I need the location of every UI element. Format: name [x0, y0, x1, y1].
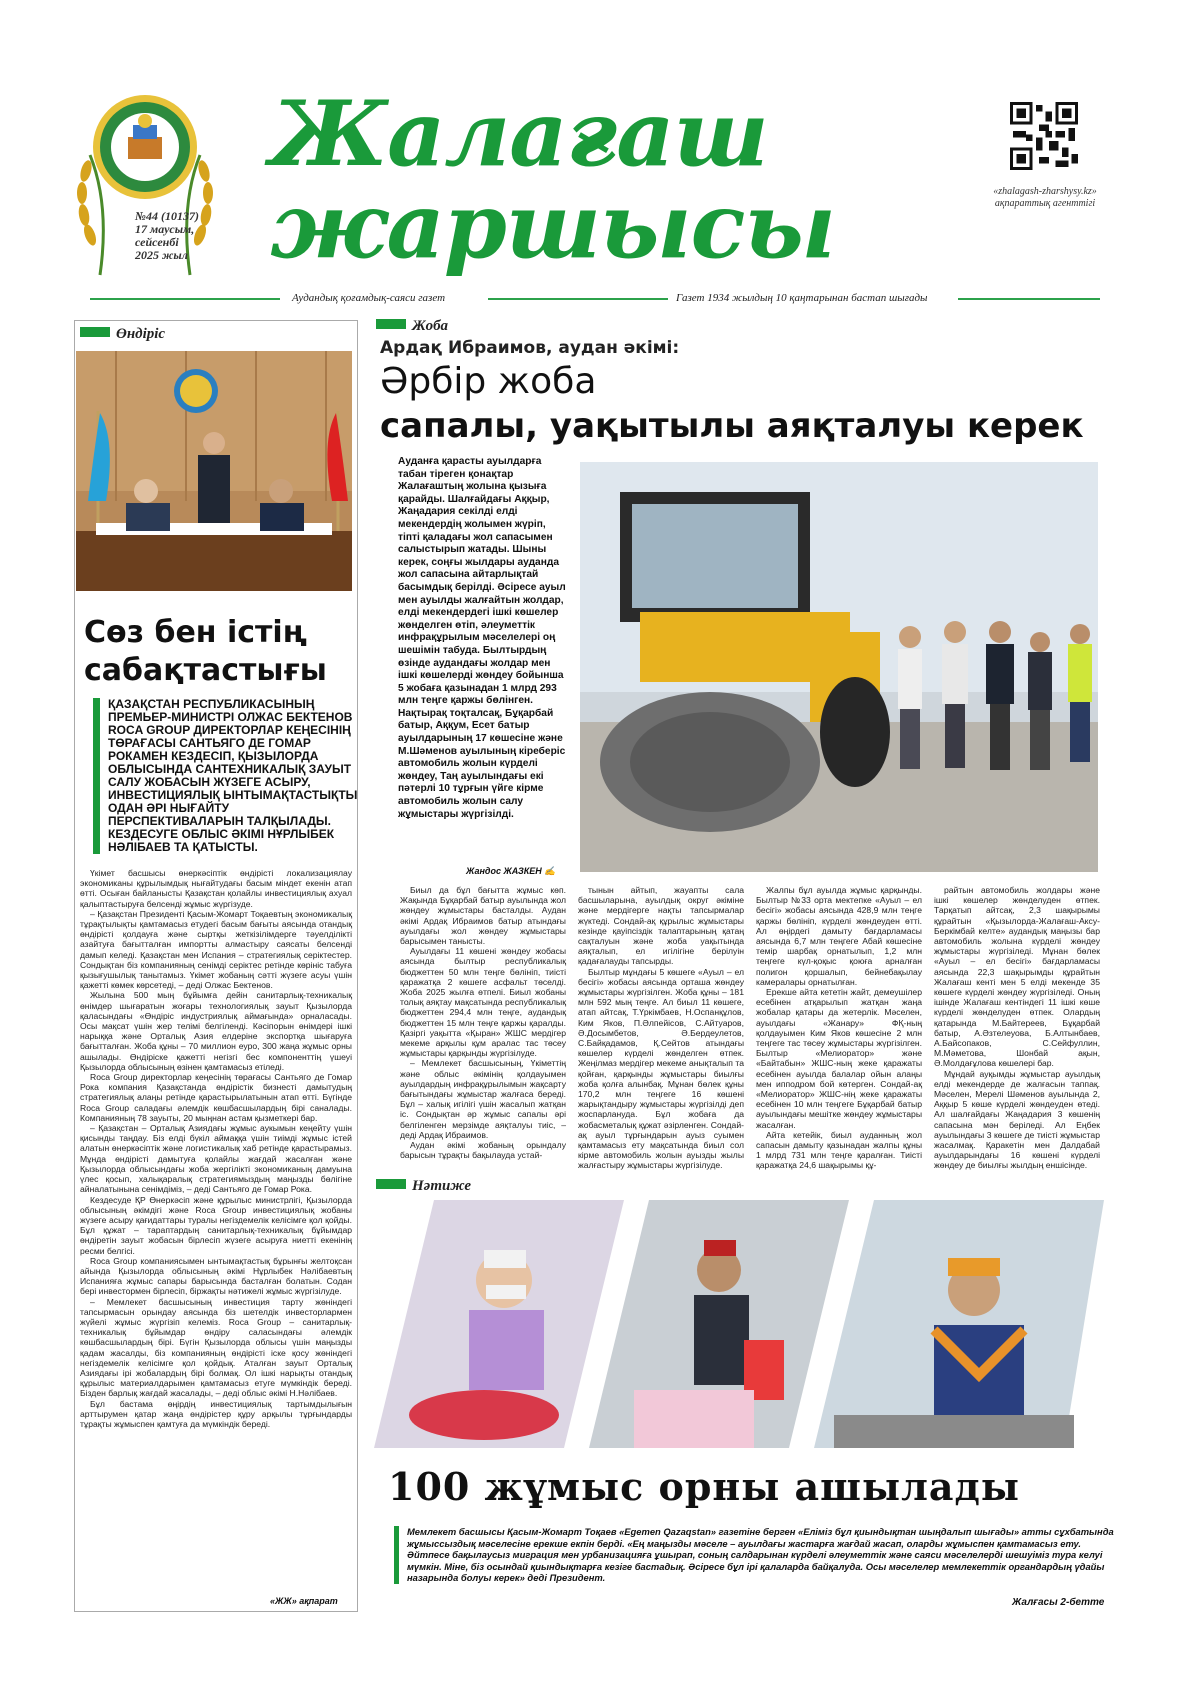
paragraph: – Мемлекет басшысының инвестиция тарту жөніндегі тапсырмасын орындау аясында біз шетелдік инвесторлармен жүйелі жұмыс жүргізіп келеміз. Roca Group – санитарлық-техникалық бұйымдар өндіру саласындағы әлемдік көшбасшылардың бірі. Бүгін Қызылорда облысы үшін маңызды қадам жасалды, біз компанияның өндірісті іске қосу жөніндегі негіздемелік келісімге қол қойдық. Аталған зауыт Орталық Азиядағы ірі жобалардың бірі болмақ. Ол ішкі нарықты отандық құрылыс материалдарымен қамтамасыз етуге мүмкіндік береді. Бізден барлық жағдай жасалады, – деді облыс әкімі Н.Нәлібаев. — [80, 1296, 352, 1399]
text-column — [934, 885, 1100, 1171]
paragraph: Жылына 500 мың бұйымға дейін санитарлық-техникалық өнімдер шығаратын жоғары технологиялық зауыт Қызылорда қаласындағы «Өндіріс индустриялық аймағында» орналасады. Осы мақсат үшін жер телімі белгіленді. Кәсіпорын өнімдері ішкі нарыққа және Орталық Азия елдеріне экспортқа шығаруға бағытталған. Жоба құны – 70 миллион еуро, 300 жаңа жұмыс орны ашылады. Өндіріске қажетті негізгі бес компоненттің үшеуі Қызылорда облысының өзінен қамтамасыз етіледі. — [80, 990, 352, 1072]
issue-weekday: сейсенбі — [135, 235, 179, 249]
paragraph: тынын айтып, жауапты сала басшыларына, ауылдық округ әкіміне және мердігерге нақты тапсырмалар жүктеді. Сондай-ақ құрылыс жұмыстары кезінде қауіпсіздік талаптарының қатаң сақталуын және жоба уақытында аяқталып, ел игілігіне берілуін қадағалауды тапсырды. — [578, 885, 744, 967]
masthead-rule-right — [958, 298, 1100, 300]
main-lead: Ауданға қарасты ауылдарға табан тіреген қонақтар Жалағаштың жолына қызыға қарайды. Шалғайдағы Аққыр, Жаңадария секілді елді мекендердің жолымен жүріп, тіпті қаладағы жол сапасымен салыстырып жатады. Шыны керек, соңғы жылдары ауданда жол сапасына айтарлықтай басымдық берілді. Әсіресе ауыл мен ауылды жалғайтын жолдар, елді мекендердегі ішкі көшелер жөнделген өтіп, әлеуметтік инфрақұрылым мәселелері оң шешімін табуда. Былтырдың өзінде аудандағы жолдар мен ішкі көшелерді жөндеу бойынша 5 жобаға қазынадан 1 млрд 293 млн теңге қаржы бөлінген. Нақтырақ тоқталсақ, Бұқарбай батыр, Аққум, Есет батыр ауылдарының 17 көшесіне және М.Шәменов ауылының кіреберіс автомобиль жолын күрделі жөндеу, Таң ауылындағы екі пәтерлі 10 тұрғын үйге кірме автомобиль жолын салу жұмыстары жүргізілді. — [398, 456, 566, 820]
left-headline — [84, 614, 364, 690]
newspaper-title-line2: жаршысы — [270, 173, 835, 279]
factory-workers-photos — [374, 1200, 1104, 1448]
newspaper-title-line1: Жалағаш — [270, 81, 768, 187]
paragraph: – Мемлекет басшысының, Үкіметтің және облыс әкімінің қолдауымен ауылдардың инфрақұрылымын жақсарту бағытындағы жұмыстар жалғаса береді. Бұл – халық игілігі үшін жасалып жатқан іс. Сондықтан әр жұмыс сапалы әрі белгіленген мерзімде аяқталуы тиіс, – деді Ардақ Ибраимов. — [400, 1058, 566, 1140]
left-headline-line1: Сөз бен істің — [84, 615, 307, 650]
main-headline-line2: сапалы, уақытылы аяқталуы керек — [380, 406, 1084, 446]
section-label-left — [80, 326, 165, 343]
paragraph: Биыл да бұл бағытта жұмыс көп. Жақында Бұқарбай батыр ауылында жол жөндеу жұмыстары басталды. Аудан әкімі Ардақ Ибраимов батыр атындағы ауылдағы жол жөндеу жұмыстары барысымен танысты. — [400, 885, 566, 947]
section-marker-icon — [80, 327, 110, 337]
section-label-main — [376, 318, 448, 335]
paragraph: Үкімет басшысы өнеркәсіптік өндірісті локализациялау экономиканы құрылымдық нығайтудағы басым міндет екенін атап өтті. Осыған байланысты Қазақстан қолайлы инвестициялық ахуал қалыптастыруға белсенді жұмыс жүргізуде. — [80, 868, 352, 909]
section-marker-icon — [376, 319, 406, 329]
section-label-text: Жоба — [412, 318, 449, 334]
bottom-headline: 100 жұмыс орны ашылады — [388, 1464, 1020, 1509]
masthead-rule-left — [90, 298, 280, 300]
left-lead: ҚАЗАҚСТАН РЕСПУБЛИКАСЫНЫҢ ПРЕМЬЕР-МИНИСТРІ ОЛЖАС БЕКТЕНОВ ROCA GROUP ДИРЕКТОРЛАР КЕҢЕСІНІҢ ТӨРАҒАСЫ САНТЬЯГО ДЕ ГОМАР РОКАМЕН КЕЗДЕСІП, ҚЫЗЫЛОРДА ОБЛЫСЫНДА САНТЕХНИКАЛЫҚ ЗАУЫТ САЛУ ЖОБАСЫН ЖҮЗЕГЕ АСЫРУ, ИНВЕСТИЦИЯЛЫҚ ЫНТЫМАҚТАСТЫҚТЫ ОДАН ӘРІ НЫҒАЙТУ ПЕРСПЕКТИВАЛАРЫН ТАЛҚЫЛАДЫ. КЕЗДЕСУГЕ ОБЛЫС ӘКІМІ НҰРЛЫБЕК НӘЛІБАЕВ ТА ҚАТЫСТЫ. — [93, 698, 366, 854]
section-marker-icon — [376, 1179, 406, 1189]
main-headline-line1: Әрбір жоба — [380, 361, 597, 402]
paragraph: Мұндай ауқымды жұмыстар ауылдық елді мекендерде де жалғасын таппақ. Мәселен, Мерелі Шәменов ауылында 2, Аққыр 5 көше күрделі жөндеуден өтеді. Ал шалғайдағы Жаңадария 3 көшенің сапасына мән беріледі. Ал Еңбек ауылындағы 3 көшеге де тиісті жұмыстар жасалмақ. Қаракетін мен Далдабай ауылдарындағы 16 көшені күрделі жөндеу де биылғы жылдың еншісінде. — [934, 1068, 1100, 1171]
paragraph: райтын автомобиль жолдары және ішкі көшелер жөнделуден өтпек. Тарқатып айтсақ, 2,3 шақырымы құрайтын «Қызылорда-Жалағаш-Аксу-Беркімбай келте» аудандық маңызы бар автомобиль жолына күрделі жөндеу жұмыстары жүргізіледі. Мұнан бөлек «Ауыл – ел бесігі» бағдарламасы аясында 22,3 шақырымды құрайтын Жалағаш кенті мен 5 елді мекенде 35 көшеге күрделі жөндеу жүргізіледі. Оның ішінде Жалағаш кентіндегі 11 ішкі көше күрделі жөнделуден өтпек. Олардың қатарында М.Байтереев, Бұқарбай батыр, А.Әзтелеуова, Б.Алтынбаев, А.Байсопаков, С.Сейфуллин, М.Мәметова, Шонбай ақын, Ә.Молдағұлова көшелері бар. — [934, 885, 1100, 1069]
signing-ceremony-photo — [76, 351, 352, 591]
paragraph: Айта кетейік, биыл ауданның жол сапасын дамыту қазынадан жалпы құны 1 млрд 731 млн теңге қаралған. Тиісті қаражатқа 24,6 шақырымы құ- — [756, 1129, 922, 1171]
issue-year: 2025 жыл — [135, 248, 188, 262]
bottom-lead: Мемлекет басшысы Қасым-Жомарт Тоқаев «Egemen Qazaqstan» газетіне берген «Еліміз бұл қиындықтан шыңдалып шығады» атты сұхбатында жұмыссыздық мәселесіне ерекше екпін берді. «Ең маңызды мәселе – ауылдағы жастарға жағдай жасап, оларды жұмыспен қамтамасыз ету. Әйтпесе бақылаусыз миграция мен урбанизацияға ұшырап, соның салдарынан күрделі әлеуметтік және саяси мәселелерді шешуіміз тура келуі мүмкін. Міне, біз осындай қиындықтарға кезіге бастадық. Әсіресе бұл ірі қалаларда байқалуда. Осы мәселелер мемлекеттік органдардың үдайы назарында болуы керек» деді Президент. — [394, 1526, 1119, 1584]
text-column — [756, 885, 922, 1171]
issue-date: 17 маусым, — [135, 222, 195, 236]
main-author-line: Ардақ Ибраимов, аудан әкімі: — [380, 338, 680, 358]
paragraph: Былтыр мұндағы 5 көшеге «Ауыл – ел бесігі» жобасы аясында орташа жөндеу жұмыстары жүргізілген. Жоба құны – 181 млн 592 мың теңге. Ал биыл 11 көшеге, атап айтсақ, Т.Үркімбаев, Н.Оспанқұлов, Ким Яков, П.Әлпейісов, С.Айтуаров, Ә.Досымбетов, Ә.Бердеулетов, С.Байқадамов, Қ.Сейтов атындағы көшелер күрделі жөнделген өтпек. Жеңілмаз мердігер мекеме анықталып та қойған, қарқынды жұмыстары биылғы жоба қолға алынбақ. Мұнан бөлек құны 170,2 млн теңгеге 16 көшені жарықтандыру жұмыстары жүргізілді деп жоспарлануда. Бұл жобаға да жобасметалық құжат әзірленген. Сондай-ақ ауыл тұрғындарын ауыз суымен қамтамасыз ету мақсатында биыл сол кірме автомобиль жолын ауызды жылы жалғастыру жұмыстары жүргізілуде. — [578, 966, 744, 1171]
continued-link[interactable]: Жалғасы 2-бетте — [1012, 1597, 1105, 1608]
paragraph: Бұл бастама өңірдің инвестициялық тартымдылығын арттырумен қатар жаңа өндірістер құру арқылы тұрғындарды тұрақты жұмыспен қамтуға да мүмкіндік береді. — [80, 1398, 352, 1429]
issue-number: №44 (10137) — [135, 209, 199, 223]
left-headline-line2: сабақтастығы — [84, 653, 327, 688]
paragraph: Кездесуде ҚР Өнеркәсіп және құрылыс министрлігі, Қызылорда облысының әкімдігі және Roca Group инвестициялық жобаны жүзеге асыру қағидаттары туралы негіздемелік келісімге қол қойды. Бұл құжат – тараптардың санитарлық-техникалық бұйымдар өндіретін зауыт жобасын бірлесіп жүзеге асыруға ниетті екенінің ресми белгісі. — [80, 1194, 352, 1256]
agency-site-sub: ақпараттық агенттігі — [994, 198, 1096, 209]
text-column — [578, 885, 744, 1171]
paragraph: Ауылдағы 11 көшені жөндеу жобасы аясында былтыр республикалық бюджеттен 50 млн теңге бөлініп, тиісті қаражатқа 2 көшеге асфальт төселді. Жоба 2025 жылға өтпелі. Биыл жобаны толық аяқтау мақсатында республикалық бюджеттен 294,4 млн теңге, аудандық бюджеттен 15 млн теңге қаржы қаралды. Қазіргі уақытта «Қыран» ЖШС мердігер мекеме арқылы құм аралас тас төсеу жұмыстары қарқынды жүргізілуде. — [400, 946, 566, 1059]
paragraph: Аудан әкімі жобаның орындалу барысын тұрақты бақылауда устай- — [400, 1140, 566, 1161]
road-roller-photo — [580, 462, 1098, 872]
paragraph: – Қазақстан Президенті Қасым-Жомарт Тоқаевтың экономикалық тұрақтылықты қамтамасыз етудегі басым бағыты аясында отандық өндірісті қолдауға және сыртқы жеткізілімдерге тәуелділікті азайтуға бағытталған импортты алмастыру саясаты белсенді дамып келеді. Қазақстан мен Испания – стратегиялық серіктестер. Сондықтан біз компанияның сенімді серіктес ретінде көрініс табуға қызығушылық танытамыз. Үкімет жобаның сәтті жүзеге асуы үшін қажетті көмек көрсетеді, – деді Олжас Бектенов. — [80, 908, 352, 991]
section-label-bottom — [376, 1178, 471, 1195]
agency-site — [975, 186, 1115, 210]
text-column — [400, 885, 566, 1171]
paragraph: Roca Group компаниясымен ынтымақтастық бұрынғы желтоқсан айында Қызылорда облысының әкімі Нұрлыбек Нәлібаевтың Испанияға жұмыс сапары барысында басталған болатын. Содан бері инвестормен бірлесіп, біржақты нәтижелі жұмыс жүргізілуде. — [80, 1255, 352, 1297]
agency-site-url[interactable]: «zhalagash-zharshysy.kz» — [993, 186, 1097, 197]
masthead-rule-mid — [488, 298, 668, 300]
section-label-text: Нәтиже — [412, 1178, 472, 1194]
paragraph: Roca Group директорлар кеңесінің төрағасы Сантьяго де Гомар Рока компания Қазақстанда өндірістік бизнесті дамытудың стратегиялық алаңы ретінде қарастырылатынын атап өтті. Бүгінде Roca Group саладағы әлемдік көшбасшылардың бірі саналады. Компанияның 78 зауыты, 20 мыңнан астам қызметкері бар. — [80, 1072, 352, 1123]
main-body-columns — [400, 885, 1100, 1171]
tagline-left: Аудандық қоғамдық-саяси газет — [292, 292, 446, 304]
qr-code-icon[interactable] — [1010, 102, 1078, 170]
section-label-text: Өндіріс — [116, 326, 166, 342]
tagline-right: Газет 1934 жылдың 10 қаңтарынан бастап шығады — [676, 292, 928, 304]
main-signature — [466, 866, 556, 877]
paragraph: Ерекше айта кететін жайт, демеушілер есебінен атқарылып жатқан жаңа жобалар қатары да жетерлік. Мәселен, ауылдағы «Жанару» ФҚ-ның қолдауымен Ким Яков көшесіне 2 млн теңгеге тас төсеу жұмыстары жүргізілген. Былтыр «Мелиоратор» және «Байтабын» ЖШС-ның жеке қаражаты есебінен ауылда балалар ойын алаңы мен ипподром бой көтерген. Сондай-ақ «Мелиоратор» ЖШС-нің жеке қаражаты есебінен 10 млн теңгеге Бұқарбай батыр ауылындағы мешітке жөндеу жұмыстары жасалған. — [756, 987, 922, 1130]
issue-info — [135, 210, 225, 262]
pen-icon: ✍ — [544, 866, 556, 876]
left-body — [80, 868, 352, 1429]
paragraph: – Қазақстан – Орталық Азиядағы жұмыс аукымын кеңейту үшін қисынды таңдау. Біз елді бүкіл аймаққа үшін тиімді жұмыс істей алатын өнеркәсіптік және логистикалық хаб ретінде қарастырамыз. Мұнда өндірісті дамытуға қолайлы жағдай жасалған және Қызылорда облысындағы жоба жергілікті экономиканың дамуына үлес қосып, халықаралық стратегиямыздың маңызды бөлігіне айналатынына сенімдіміз, – деді Сантьяго де Гомар Рока. — [80, 1123, 352, 1195]
paragraph: Жалпы бұл ауылда жұмыс қарқынды. Былтыр №33 орта мектепке «Ауыл – ел бесігі» жобасы аясында 428,9 млн теңге қаржы бөлініп, күрделі жөндеуден өтті. Ал өңірдегі дамыту бағдарламасы аясында 6,7 млн теңгеге Абай көшесіне темір шарбақ орнатылып, 1,2 млн теңгеге күл-қоқыс қоюға арналған полигон қоршалып, бейнебақылау камералары орнатылған. — [756, 885, 922, 987]
main-signature-text: Жандос ЖАЗКЕН — [466, 866, 542, 876]
left-signature: «ЖЖ» ақпарат — [270, 1596, 338, 1606]
